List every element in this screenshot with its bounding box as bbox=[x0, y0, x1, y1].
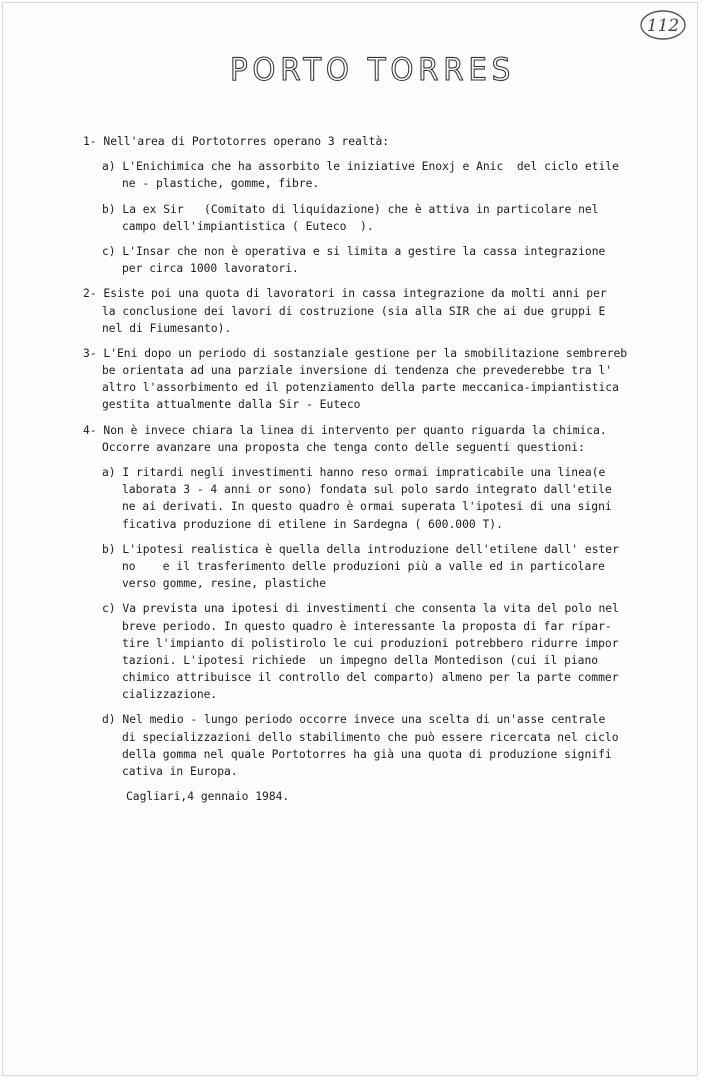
document-body bbox=[83, 133, 643, 788]
sub-item-line: b) La ex Sir (Comitato di liquidazione) che è attiva in particolare nel bbox=[102, 202, 599, 216]
sub-item bbox=[83, 600, 643, 703]
sub-item-line: b) L'ipotesi realistica è quella della introduzione dell'etilene dall' ester bbox=[102, 542, 619, 556]
point-line: 3- L'Eni dopo un periodo di sostanziale gestione per la smobilitazione sembrereb bbox=[83, 346, 628, 360]
point-line: la conclusione dei lavori di costruzione (sia alla SIR che ai due gruppi E bbox=[102, 304, 606, 318]
sub-item-line: d) Nel medio - lungo periodo occorre invece una scelta di un'asse centrale bbox=[102, 713, 606, 727]
point-line: 2- Esiste poi una quota di lavoratori in cassa integrazione da molti anni per bbox=[83, 287, 607, 301]
point-line: nel di Fiumesanto). bbox=[102, 321, 232, 335]
sub-item-line: ne ai derivati. In questo quadro è ormai superata l'ipotesi di una signi bbox=[122, 500, 612, 514]
sub-item-line: verso gomme, resine, plastiche bbox=[122, 577, 327, 591]
sub-item-line: ficativa produzione di etilene in Sardegna ( 600.000 T). bbox=[122, 517, 503, 531]
numbered-point bbox=[83, 345, 643, 414]
heading-text: PORTO TORRES bbox=[230, 52, 515, 88]
sub-item bbox=[83, 243, 643, 277]
sub-item bbox=[83, 201, 643, 235]
sub-item-line: a) L'Enichimica che ha assorbito le iniziative Enoxj e Anic del ciclo etile bbox=[102, 160, 619, 174]
sub-item-line: c) Va prevista una ipotesi di investimenti che consenta la vita del polo nel bbox=[102, 602, 619, 616]
point-line: altro l'assorbimento ed il potenziamento della parte meccanica-impiantistica bbox=[102, 381, 619, 395]
numbered-point bbox=[83, 422, 643, 781]
point-line: Occorre avanzare una proposta che tenga conto delle seguenti questioni: bbox=[102, 440, 585, 454]
point-line: gestita attualmente dalla Sir - Euteco bbox=[102, 398, 361, 412]
handwritten-heading bbox=[230, 42, 520, 92]
sub-item-line: cializzazione. bbox=[122, 688, 218, 702]
sub-item-line: per circa 1000 lavoratori. bbox=[122, 262, 299, 276]
sub-item-line: campo dell'impiantistica ( Euteco ). bbox=[122, 219, 374, 233]
sub-item-line: tazioni. L'ipotesi richiede un impegno della Montedison (cui il piano bbox=[122, 653, 599, 667]
sub-item-line: della gomma nel quale Portotorres ha già una quota di produzione signifi bbox=[122, 747, 612, 761]
numbered-point bbox=[83, 285, 643, 337]
page-number-text: 112 bbox=[646, 16, 680, 36]
sub-item-line: laborata 3 - 4 anni or sono) fondata sul polo sardo integrato dall'etile bbox=[122, 483, 612, 497]
sub-item bbox=[83, 158, 643, 192]
sub-item-line: chimico attribuisce il controllo del comparto) almeno per la parte commer bbox=[122, 671, 619, 685]
sub-item-line: a) I ritardi negli investimenti hanno reso ormai impraticabile una linea(e bbox=[102, 466, 606, 479]
sub-item-line: no e il trasferimento delle produzioni più a valle ed in particolare bbox=[122, 559, 605, 573]
sub-item-line: cativa in Europa. bbox=[122, 765, 238, 778]
sub-item-line: di specializzazioni dello stabilimento che può essere ricercata nel ciclo bbox=[122, 730, 619, 744]
sub-item-line: breve periodo. In questo quadro è interessante la proposta di far ripar- bbox=[122, 619, 612, 633]
sub-item bbox=[83, 711, 643, 780]
point-line: be orientata ad una parziale inversione di tendenza che prevederebbe tra l' bbox=[102, 364, 613, 378]
point-line: 1- Nell'area di Portotorres operano 3 realtà: bbox=[83, 135, 390, 148]
place-date: Cagliari,4 gennaio 1984. bbox=[126, 790, 290, 803]
point-line: 4- Non è invece chiara la linea di intervento per quanto riguarda la chimica. bbox=[83, 423, 607, 437]
page-number-stamp bbox=[638, 8, 688, 42]
sub-item-line: tire l'impianto di polistirolo le cui produzioni potrebbero ridurre impor bbox=[122, 636, 619, 650]
sub-item bbox=[83, 541, 643, 593]
sub-item-line: ne - plastiche, gomme, fibre. bbox=[122, 177, 320, 191]
sub-item bbox=[83, 464, 643, 533]
numbered-point bbox=[83, 133, 643, 277]
sub-item-line: c) L'Insar che non è operativa e si limita a gestire la cassa integrazione bbox=[102, 244, 606, 258]
